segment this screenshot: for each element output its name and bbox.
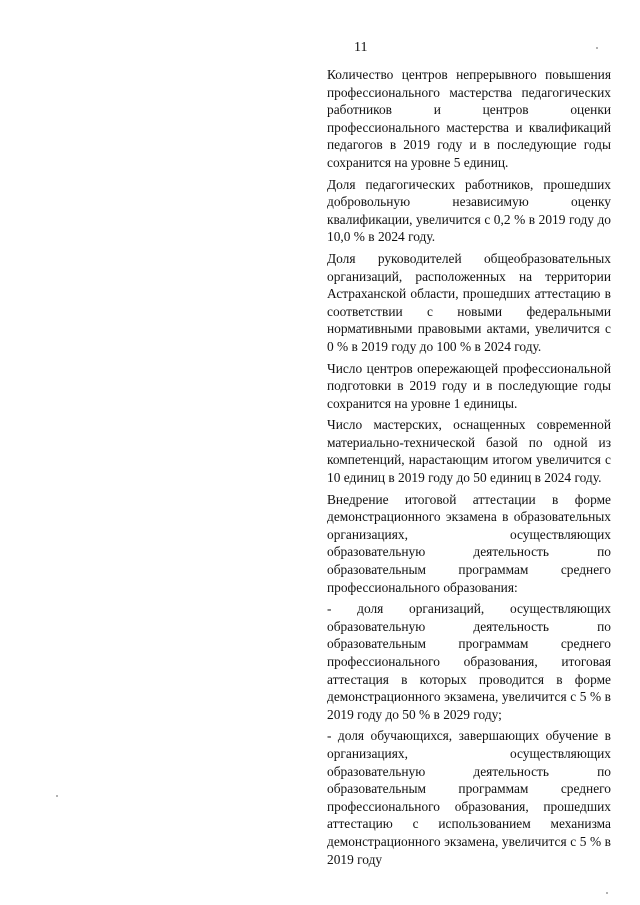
paragraph-school-heads-attestation: Доля руководителей общеобразовательных организаций, расположенных на территории Астраханской области, прошедших аттестацию в соответствии с новыми федеральными нормативными правовыми актами, увеличится с 0 % в 2019 году до 100 % в 2024 году. (327, 250, 611, 354)
paragraph-organizations-share: - доля организаций, осуществляющих образовательную деятельность по образовательным программам среднего профессионального образования, итоговая аттестация в которых проводится в форме демонстрационного экзамена, увеличится с 5 % в 2019 году до 50 % в 2029 году; (327, 601, 611, 722)
paragraph-teacher-centers: Количество центров непрерывного повышения профессионального мастерства педагогических работников и центров оценки профессионального мастерства и квалификаций педагогов в 2019 году и в последующие годы сохранится на уровне 5 единиц. (327, 67, 611, 170)
scan-speck (606, 892, 608, 894)
document-body (327, 66, 611, 872)
paragraph-demo-exam-intro: Внедрение итоговой аттестации в форме демонстрационного экзамена в образовательных организациях, осуществляющих образовательную деятельность по образовательным программам среднего профессионального образования: (327, 491, 611, 595)
paragraph-workshops: Число мастерских, оснащенных современной материально-технической базой по одной из компетенций, нарастающим итогом увеличится с 10 единиц в 2019 году до 50 единиц в 2024 году. (327, 417, 611, 486)
page-number: 11 (354, 40, 368, 55)
scan-speck (596, 47, 598, 49)
scan-speck (56, 795, 58, 797)
paragraph-independent-assessment: Доля педагогических работников, прошедших добровольную независимую оценку квалификации, увеличится с 0,2 % в 2019 году до 10,0 % в 2024 году. (327, 176, 611, 245)
paragraph-advanced-training-centers: Число центров опережающей профессиональной подготовки в 2019 году и в последующие годы сохранится на уровне 1 единицы. (327, 360, 611, 411)
paragraph-students-share: - доля обучающихся, завершающих обучение в организациях, осуществляющих образовательную деятельность по образовательным программам среднего профессионального образования, прошедших аттестацию с использованием механизма демонстрационного экзамена, увеличится с 5 % в 2019 году (327, 728, 611, 867)
